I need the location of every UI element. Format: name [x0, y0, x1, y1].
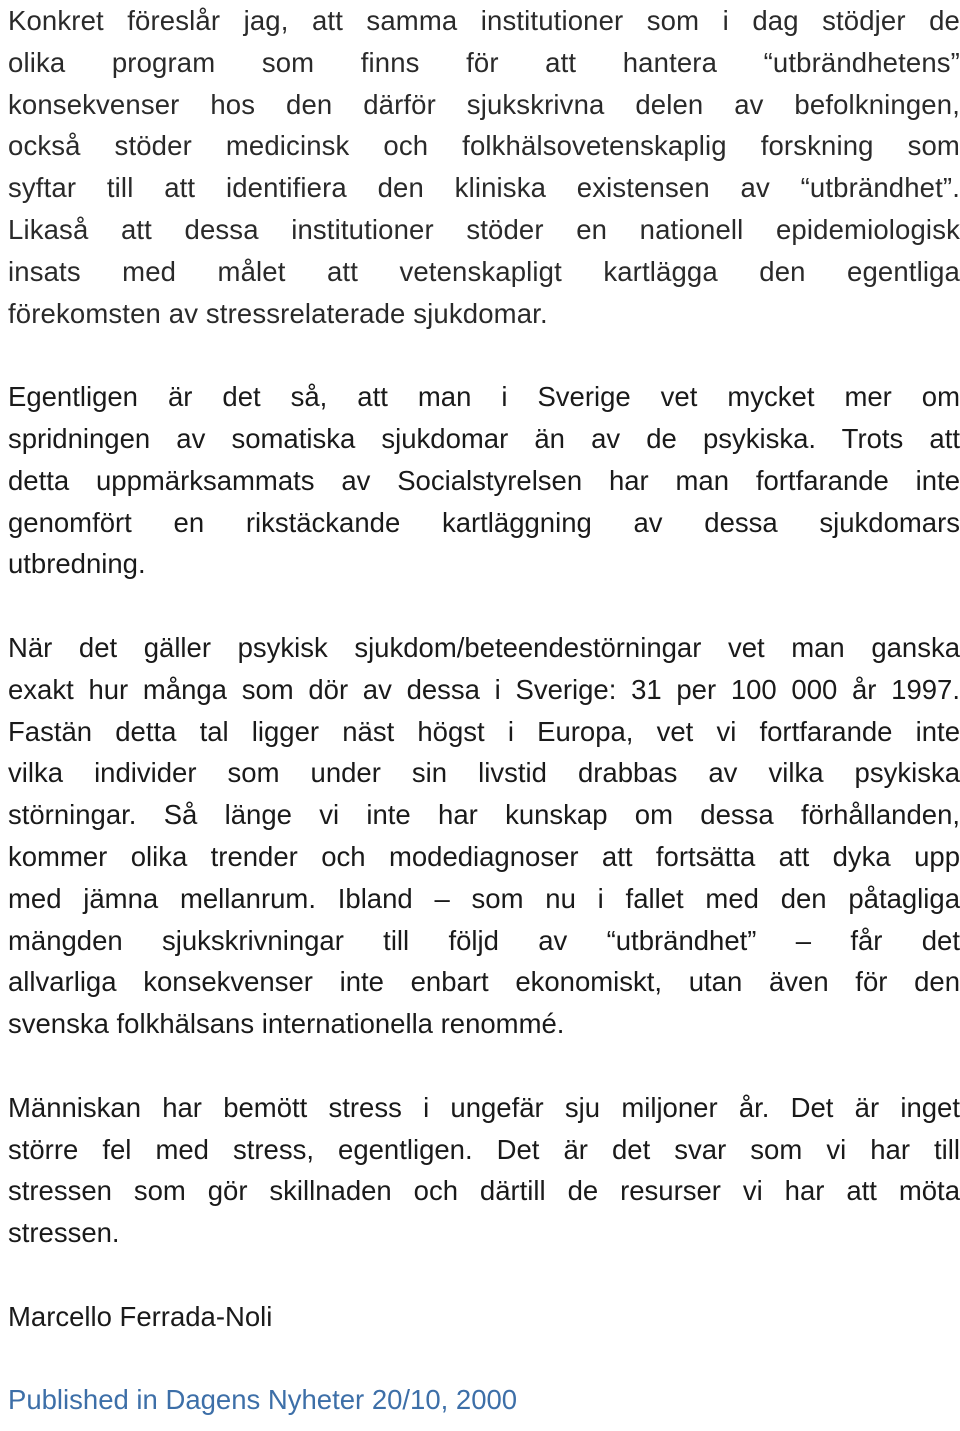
paragraph-line: vilka individer som under sin livstid drabbas av vilka psykiska — [8, 757, 960, 789]
paragraph-1 — [8, 0, 960, 334]
article-page — [8, 0, 960, 1421]
paragraph-line: Likaså att dessa institutioner stöder en nationell epidemiologisk — [8, 213, 960, 245]
paragraph-spacer — [8, 1045, 960, 1087]
paragraph-line: förekomsten av stressrelaterade sjukdomar. — [8, 297, 548, 329]
paragraph-spacer — [8, 334, 960, 376]
paragraph-line: När det gäller psykisk sjukdom/beteendestörningar vet man ganska — [8, 631, 960, 663]
paragraph-line: Människan har bemött stress i ungefär sju miljoner år. Det är inget — [8, 1091, 960, 1123]
paragraph-4 — [8, 1087, 960, 1254]
paragraph-line: Fastän detta tal ligger näst högst i Europa, vet vi fortfarande inte — [8, 715, 960, 747]
paragraph-line: större fel med stress, egentligen. Det är det svar som vi har till — [8, 1133, 960, 1165]
paragraph-line: mängden sjukskrivningar till följd av “utbrändhet” – får det — [8, 924, 960, 956]
paragraph-spacer — [8, 1338, 960, 1380]
publication-note: Published in Dagens Nyheter 20/10, 2000 — [8, 1384, 518, 1416]
paragraph-line: utbredning. — [8, 548, 146, 580]
paragraph-spacer — [8, 585, 960, 627]
paragraph-line: exakt hur många som dör av dessa i Sverige: 31 per 100 000 år 1997. — [8, 673, 960, 705]
paragraph-line: insats med målet att vetenskapligt kartlägga den egentliga — [8, 255, 960, 287]
paragraph-line: svenska folkhälsans internationella renommé. — [8, 1008, 565, 1040]
paragraph-2 — [8, 376, 960, 585]
paragraph-line: detta uppmärksammats av Socialstyrelsen har man fortfarande inte — [8, 464, 960, 496]
paragraph-line: genomfört en rikstäckande kartläggning av dessa sjukdomars — [8, 506, 960, 538]
paragraph-3 — [8, 627, 960, 1045]
paragraph-line: spridningen av somatiska sjukdomar än av de psykiska. Trots att — [8, 422, 960, 454]
paragraph-line: med jämna mellanrum. Ibland – som nu i fallet med den påtagliga — [8, 882, 960, 914]
paragraph-line: Konkret föreslår jag, att samma institutioner som i dag stödjer de — [8, 5, 960, 36]
paragraph-line: allvarliga konsekvenser inte enbart ekonomiskt, utan även för den — [8, 966, 960, 998]
paragraph-line: olika program som finns för att hantera “utbrändhetens” — [8, 46, 960, 78]
paragraph-line: konsekvenser hos den därför sjukskrivna delen av befolkningen, — [8, 88, 960, 120]
paragraph-line: kommer olika trender och modediagnoser att fortsätta att dyka upp — [8, 840, 960, 872]
paragraph-line: stressen. — [8, 1217, 120, 1249]
paragraph-line: störningar. Så länge vi inte har kunskap om dessa förhållanden, — [8, 799, 960, 831]
paragraph-line: syftar till att identifiera den kliniska existensen av “utbrändhet”. — [8, 172, 960, 204]
paragraph-line: stressen som gör skillnaden och därtill de resurser vi har att möta — [8, 1175, 960, 1207]
paragraph-spacer — [8, 1254, 960, 1296]
author-name: Marcello Ferrada-Noli — [8, 1300, 273, 1332]
paragraph-line: också stöder medicinsk och folkhälsovetenskaplig forskning som — [8, 130, 960, 162]
paragraph-line: Egentligen är det så, att man i Sverige vet mycket mer om — [8, 381, 960, 413]
